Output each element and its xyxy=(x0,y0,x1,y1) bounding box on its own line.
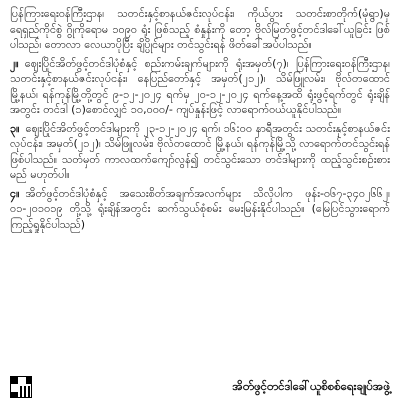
paragraph-2-number: ၂။ xyxy=(10,56,19,70)
paragraph-3 xyxy=(10,121,390,183)
paragraph-3-text: ဈေးပြိုင်အိတ်ဖွင့်တင်ဒါများကို ၂၃-၁၂-၂၀၂၄ ရက်၊ ၁၆:၀၀ နာရီအတွင်း သတင်းနှင့်စာနယ်ဇင်းလုပ်ငန်း၊ အမှတ်(၂၁၂)၊ သိမ်ဖြူလမ်း၊ ဗိုလ်တထောင် မြို့နယ်၊ ရန်ကုန်မြို့သို့ လာရောက်တင်သွင်းရန် ဖြစ်ပါသည်။ သတ်မှတ် ကာလထက်ကျော်လွန်၍ တင်သွင်းသော တင်ဒါများကို ထည့်သွင်းစဉ်းစားမည် မဟုတ်ပါ။ xyxy=(10,121,390,181)
paragraph-1 xyxy=(10,6,390,53)
paragraph-4 xyxy=(10,186,390,233)
paragraph-1-text: ပြန်ကြားရေးဝန်ကြီးဌာန၊ သတင်းနှင့်စာနယ်ဇင်းလုပ်ငန်း၊ ကိုယ်ပွား သတင်းစာတိုက်(မုံရွာ)မှ ရေရှည်ကိုင်စွဲ ဂွိုကိုရောမ ၁၀၉၀ ရုံး ဖြစ်သည့် စံနှုန်းကို တော့ ဗိုလ်မြတ်ဖွင့်တင်ဒါခေါ်ယူခြင်း ဖြစ်ပါသည်၊ တောလာ လေယာပိုပြီး ချိပ္ပိုင်များ တင်သွင်းရန် ဖိတ်ခေါ်အပ်ပါသည်။ xyxy=(10,7,390,51)
signature-line: အိတ်ဖွင့်တင်ဒါခေါ်ယူစိစစ်ရေးချုပ်အဖွဲ့ xyxy=(232,379,390,393)
paragraph-4-number: ၄။ xyxy=(10,186,20,200)
paragraph-3-number: ၃။ xyxy=(10,121,20,135)
paragraph-2-text: ဈေးပြိုင်အိတ်ဖွင့်တင်ဒါပုံစံနှင့် စည်းကမ်းချက်များကို ရုံးအမှတ်(၇)၊ ပြန်ကြားရေးဝန်ကြီးဌာန၊ သတင်းနှင့်စာနယ်ဇင်းလုပ်ငန်း၊ နေပြည်တော်နှင့် အမှတ်(၂၁၂)၊ သိမ်ဖြူလမ်း၊ ဗိုလ်တထောင်မြို့နယ်၊ ရန်ကုန်မြို့တို့တွင် ၉-၁၂-၂၀၂၄ ရက်မှ ၂၀-၁၂-၂၀၂၄ ရက်နေ့အထိ ရုံးဖွင့်ရက်တွင် ရုံးချိန်အတွင်း တင်ဒါ (၁)စောင်လျှင် ၁၀,၀၀၀/- ကျပ်နှုန်းဖြင့် လာရောက်ဝယ်ယူနိုင်ပါသည်။ xyxy=(10,56,390,116)
footer xyxy=(10,376,390,398)
qr-code-icon[interactable] xyxy=(10,376,32,398)
paragraph-2 xyxy=(10,56,390,118)
paragraph-4-text: အိတ်ဖွင့်တင်ဒါပုံစံနှင့် အသေးစိတ်အချက်အလက်များ သိလိုပါက ဖုန်း-၀၆၇-၃၄၀၂၆၆၂၊ ၀၁-၂၀၁၀၁၉ တို့သို့ ရုံးချိန်အတွင်း ဆက်သွယ်စုံစမ်း မေးမြန်းနိုင်ပါသည်။ (မြေပြင်သွားရောက် ကြည့်ရှုနိုင်ပါသည်) xyxy=(10,186,390,231)
